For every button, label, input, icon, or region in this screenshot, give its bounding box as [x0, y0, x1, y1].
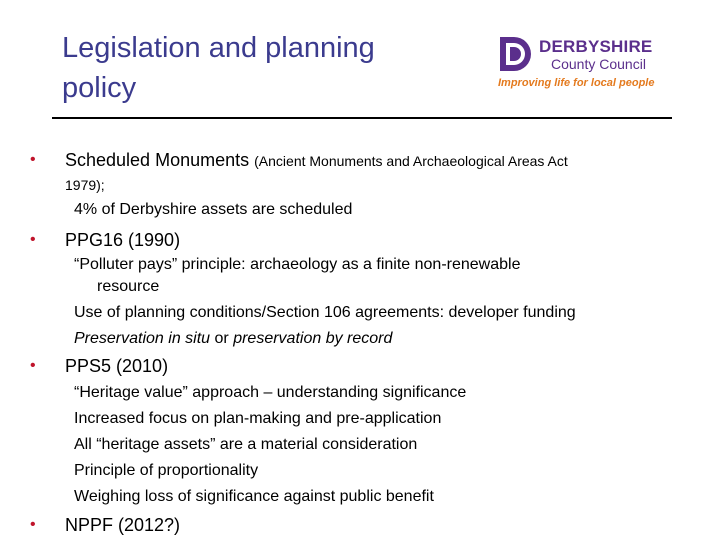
- slide-title-line-2: policy: [62, 72, 137, 104]
- sub-item: Weighing loss of significance against public benefit: [74, 488, 434, 505]
- bullet-label: Scheduled Monuments: [65, 150, 250, 170]
- bullet-marker: •: [30, 231, 36, 248]
- logo-name: DERBYSHIRE: [539, 37, 653, 56]
- preservation-in-situ: Preservation in situ: [74, 330, 211, 347]
- bullet-marker: •: [30, 516, 36, 533]
- bullet-detail: (Ancient Monuments and Archaeological Areas Act: [254, 153, 568, 169]
- double-d-logo-icon: [497, 34, 537, 74]
- slide-title-line-1: Legislation and planning: [62, 32, 375, 64]
- sub-item: “Polluter pays” principle: archaeology as a finite non-renewable: [74, 256, 521, 273]
- sub-item: “Heritage value” approach – understanding significance: [74, 384, 467, 401]
- derbyshire-county-council-logo: [497, 32, 657, 94]
- sub-item: Use of planning conditions/Section 106 agreements: developer funding: [74, 304, 576, 321]
- logo-tagline: Improving life for local people: [498, 77, 655, 89]
- bullet-label: PPS5 (2010): [65, 356, 169, 376]
- logo-council: County Council: [551, 56, 646, 72]
- sub-item: Principle of proportionality: [74, 462, 259, 479]
- bullet-detail-continued: 1979);: [65, 177, 105, 193]
- preservation-by-record: preservation by record: [233, 330, 393, 347]
- sub-item: 4% of Derbyshire assets are scheduled: [74, 201, 353, 218]
- sub-item: Increased focus on plan-making and pre-application: [74, 410, 442, 427]
- preservation-or: or: [214, 330, 229, 347]
- bullet-marker: •: [30, 357, 36, 374]
- sub-item: All “heritage assets” are a material consideration: [74, 436, 418, 453]
- bullet-label: PPG16 (1990): [65, 230, 181, 250]
- bullet-marker: •: [30, 151, 36, 168]
- sub-item-preservation: [74, 326, 392, 352]
- slide-title: [62, 28, 462, 108]
- bullet-label: NPPF (2012?): [65, 515, 181, 535]
- title-divider: [52, 117, 672, 119]
- sub-item-continued: resource: [97, 278, 160, 295]
- bullet-text: [65, 149, 568, 172]
